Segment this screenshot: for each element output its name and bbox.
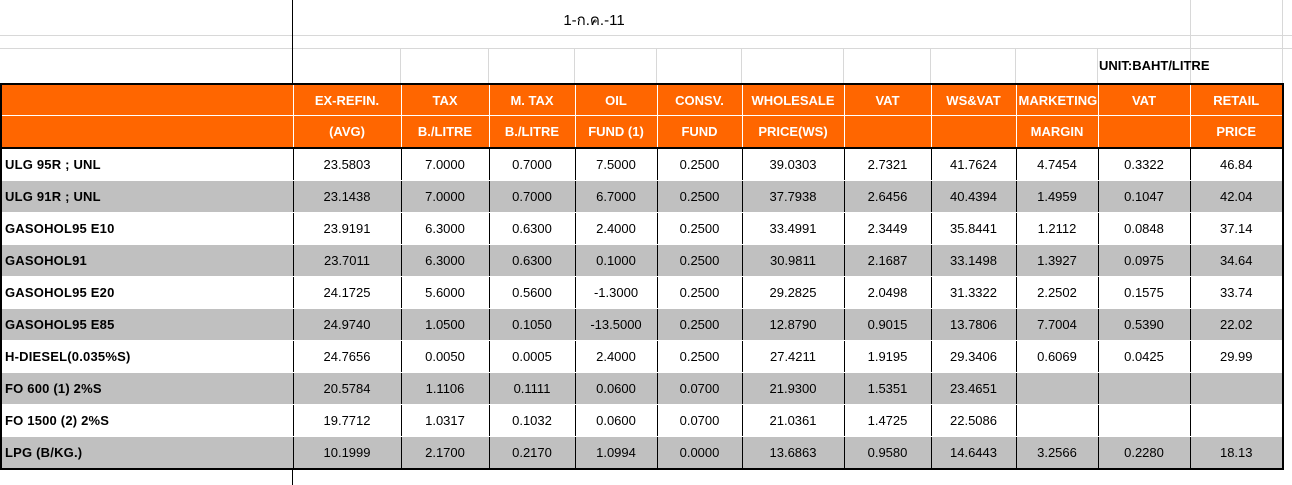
gridline bbox=[1097, 48, 1098, 83]
table-cell[interactable]: 30.9811 bbox=[742, 245, 844, 277]
gridline bbox=[574, 48, 575, 83]
table-cell[interactable]: 0.5600 bbox=[489, 277, 575, 309]
table-cell[interactable]: 0.1032 bbox=[489, 405, 575, 437]
table-cell[interactable]: 22.5086 bbox=[931, 405, 1016, 437]
table-cell[interactable]: 0.0700 bbox=[657, 373, 742, 405]
table-cell[interactable]: 7.0000 bbox=[401, 181, 489, 213]
table-cell[interactable]: 0.1047 bbox=[1098, 181, 1190, 213]
column-header[interactable]: RETAIL bbox=[1190, 84, 1283, 116]
table-cell[interactable]: 23.7011 bbox=[293, 245, 401, 277]
table-cell[interactable] bbox=[1016, 373, 1098, 405]
table-cell[interactable]: 14.6443 bbox=[931, 437, 1016, 470]
gridline bbox=[0, 48, 1292, 49]
table-cell[interactable]: 33.1498 bbox=[931, 245, 1016, 277]
table-cell[interactable]: 0.0005 bbox=[489, 341, 575, 373]
table-cell[interactable]: 1.4959 bbox=[1016, 181, 1098, 213]
table-cell[interactable]: 29.99 bbox=[1190, 341, 1283, 373]
column-header[interactable]: OIL bbox=[575, 84, 657, 116]
column-header[interactable]: WHOLESALE bbox=[742, 84, 844, 116]
table-cell[interactable]: 0.0600 bbox=[575, 373, 657, 405]
table-cell[interactable]: 1.1106 bbox=[401, 373, 489, 405]
table-cell[interactable]: 2.3449 bbox=[844, 213, 931, 245]
table-cell[interactable]: 19.7712 bbox=[293, 405, 401, 437]
table-cell[interactable]: 23.5803 bbox=[293, 148, 401, 181]
column-subheader[interactable]: PRICE(WS) bbox=[742, 116, 844, 149]
table-cell[interactable]: 0.6069 bbox=[1016, 341, 1098, 373]
table-cell[interactable]: 31.3322 bbox=[931, 277, 1016, 309]
fuel-name-cell[interactable]: GASOHOL95 E85 bbox=[1, 309, 293, 341]
table-cell[interactable]: 0.2280 bbox=[1098, 437, 1190, 470]
table-cell[interactable]: 0.5390 bbox=[1098, 309, 1190, 341]
gridline bbox=[843, 48, 844, 83]
table-cell[interactable]: 2.4000 bbox=[575, 341, 657, 373]
table-cell[interactable]: 35.8441 bbox=[931, 213, 1016, 245]
table-cell[interactable]: 0.1111 bbox=[489, 373, 575, 405]
table-cell[interactable]: 0.6300 bbox=[489, 245, 575, 277]
column-subheader[interactable]: B./LITRE bbox=[401, 116, 489, 149]
table-cell[interactable]: 13.7806 bbox=[931, 309, 1016, 341]
table-cell[interactable]: 0.1575 bbox=[1098, 277, 1190, 309]
column-subheader[interactable]: B./LITRE bbox=[489, 116, 575, 149]
table-row bbox=[1, 213, 1283, 245]
table-cell[interactable]: -1.3000 bbox=[575, 277, 657, 309]
gridline bbox=[1015, 48, 1016, 83]
table-cell[interactable]: 6.7000 bbox=[575, 181, 657, 213]
table-cell[interactable]: 23.1438 bbox=[293, 181, 401, 213]
fuel-name-cell[interactable]: ULG 95R ; UNL bbox=[1, 148, 293, 181]
table-cell[interactable]: 33.4991 bbox=[742, 213, 844, 245]
column-header[interactable]: VAT bbox=[1098, 84, 1190, 116]
gridline bbox=[0, 35, 1292, 36]
table-cell[interactable]: 0.9580 bbox=[844, 437, 931, 470]
fuel-name-cell[interactable]: H-DIESEL(0.035%S) bbox=[1, 341, 293, 373]
fuel-price-table bbox=[0, 83, 1284, 470]
table-cell[interactable] bbox=[1016, 405, 1098, 437]
table-cell[interactable]: 0.0050 bbox=[401, 341, 489, 373]
table-cell[interactable]: 0.2500 bbox=[657, 181, 742, 213]
table-cell[interactable]: 2.4000 bbox=[575, 213, 657, 245]
table-cell[interactable]: 21.9300 bbox=[742, 373, 844, 405]
table-cell[interactable]: 24.9740 bbox=[293, 309, 401, 341]
table-cell[interactable]: 23.9191 bbox=[293, 213, 401, 245]
table-cell[interactable]: 27.4211 bbox=[742, 341, 844, 373]
table-row bbox=[1, 245, 1283, 277]
table-cell[interactable]: 1.0994 bbox=[575, 437, 657, 470]
table-cell[interactable]: 40.4394 bbox=[931, 181, 1016, 213]
table-cell[interactable]: 13.6863 bbox=[742, 437, 844, 470]
table-cell[interactable]: 2.2502 bbox=[1016, 277, 1098, 309]
table-cell[interactable]: 46.84 bbox=[1190, 148, 1283, 181]
date-cell[interactable]: 1-ก.ค.-11 bbox=[563, 12, 625, 29]
table-body bbox=[1, 148, 1283, 469]
column-subheader[interactable] bbox=[1, 116, 293, 149]
column-subheader[interactable] bbox=[844, 116, 931, 149]
table-cell[interactable]: 22.02 bbox=[1190, 309, 1283, 341]
table-cell[interactable]: 1.5351 bbox=[844, 373, 931, 405]
table-cell[interactable]: 0.0700 bbox=[657, 405, 742, 437]
gridline bbox=[488, 48, 489, 83]
fuel-name-cell[interactable]: GASOHOL95 E20 bbox=[1, 277, 293, 309]
fuel-name-cell[interactable]: GASOHOL91 bbox=[1, 245, 293, 277]
column-subheader[interactable] bbox=[931, 116, 1016, 149]
table-cell[interactable]: 24.1725 bbox=[293, 277, 401, 309]
column-header[interactable]: EX-REFIN. bbox=[293, 84, 401, 116]
column-subheader[interactable]: FUND (1) bbox=[575, 116, 657, 149]
table-cell[interactable]: 0.2500 bbox=[657, 148, 742, 181]
header-row-2 bbox=[1, 116, 1283, 149]
table-row bbox=[1, 341, 1283, 373]
table-cell[interactable]: 7.5000 bbox=[575, 148, 657, 181]
table-cell[interactable]: 0.0425 bbox=[1098, 341, 1190, 373]
table-cell[interactable]: 34.64 bbox=[1190, 245, 1283, 277]
header-row-1 bbox=[1, 84, 1283, 116]
unit-cell[interactable]: UNIT:BAHT/LITRE bbox=[1099, 58, 1210, 73]
table-cell[interactable]: 41.7624 bbox=[931, 148, 1016, 181]
table-cell[interactable]: 0.1000 bbox=[575, 245, 657, 277]
table-cell[interactable]: 2.1687 bbox=[844, 245, 931, 277]
fuel-name-cell[interactable]: FO 600 (1) 2%S bbox=[1, 373, 293, 405]
table-cell[interactable]: 0.3322 bbox=[1098, 148, 1190, 181]
table-cell[interactable]: 37.7938 bbox=[742, 181, 844, 213]
table-cell[interactable]: 12.8790 bbox=[742, 309, 844, 341]
table-cell[interactable]: 0.2170 bbox=[489, 437, 575, 470]
table-cell[interactable]: 1.0500 bbox=[401, 309, 489, 341]
table-cell[interactable]: 0.7000 bbox=[489, 148, 575, 181]
table-cell[interactable]: 1.0317 bbox=[401, 405, 489, 437]
table-cell[interactable]: 1.4725 bbox=[844, 405, 931, 437]
column-subheader[interactable]: PRICE bbox=[1190, 116, 1283, 149]
table-cell[interactable]: 5.6000 bbox=[401, 277, 489, 309]
table-cell[interactable]: 2.6456 bbox=[844, 181, 931, 213]
table-cell[interactable]: 0.2500 bbox=[657, 309, 742, 341]
gridline bbox=[741, 48, 742, 83]
table-cell[interactable]: 2.1700 bbox=[401, 437, 489, 470]
table-row bbox=[1, 405, 1283, 437]
gridline bbox=[1282, 0, 1283, 83]
table-cell[interactable]: 0.0975 bbox=[1098, 245, 1190, 277]
table-cell[interactable] bbox=[1190, 405, 1283, 437]
table-cell[interactable]: 7.0000 bbox=[401, 148, 489, 181]
table-cell[interactable]: 3.2566 bbox=[1016, 437, 1098, 470]
table-cell[interactable]: 6.3000 bbox=[401, 245, 489, 277]
table-cell[interactable] bbox=[1098, 373, 1190, 405]
column-header[interactable]: CONSV. bbox=[657, 84, 742, 116]
table-cell[interactable]: 1.9195 bbox=[844, 341, 931, 373]
gridline bbox=[292, 470, 293, 485]
table-row bbox=[1, 148, 1283, 181]
table-cell[interactable]: 1.2112 bbox=[1016, 213, 1098, 245]
table-cell[interactable]: 23.4651 bbox=[931, 373, 1016, 405]
table-cell[interactable]: -13.5000 bbox=[575, 309, 657, 341]
gridline bbox=[930, 48, 931, 83]
table-cell[interactable]: 18.13 bbox=[1190, 437, 1283, 470]
table-row bbox=[1, 373, 1283, 405]
table-cell[interactable]: 21.0361 bbox=[742, 405, 844, 437]
table-cell[interactable]: 0.6300 bbox=[489, 213, 575, 245]
table-cell[interactable]: 0.0000 bbox=[657, 437, 742, 470]
table-cell[interactable]: 4.7454 bbox=[1016, 148, 1098, 181]
table-cell[interactable]: 0.2500 bbox=[657, 277, 742, 309]
table-row bbox=[1, 309, 1283, 341]
table-cell[interactable]: 2.7321 bbox=[844, 148, 931, 181]
fuel-name-cell[interactable]: LPG (B/KG.) bbox=[1, 437, 293, 470]
column-subheader[interactable]: MARGIN bbox=[1016, 116, 1098, 149]
column-subheader[interactable] bbox=[1098, 116, 1190, 149]
fuel-name-cell[interactable]: GASOHOL95 E10 bbox=[1, 213, 293, 245]
table-cell[interactable]: 0.1050 bbox=[489, 309, 575, 341]
table-cell[interactable]: 0.0848 bbox=[1098, 213, 1190, 245]
table-row bbox=[1, 277, 1283, 309]
table-row bbox=[1, 437, 1283, 470]
column-header[interactable]: TAX bbox=[401, 84, 489, 116]
table-cell[interactable]: 10.1999 bbox=[293, 437, 401, 470]
column-header[interactable]: WS&VAT bbox=[931, 84, 1016, 116]
table-cell[interactable]: 33.74 bbox=[1190, 277, 1283, 309]
table-cell[interactable]: 29.3406 bbox=[931, 341, 1016, 373]
column-subheader[interactable]: FUND bbox=[657, 116, 742, 149]
table-cell[interactable]: 29.2825 bbox=[742, 277, 844, 309]
table-cell[interactable]: 37.14 bbox=[1190, 213, 1283, 245]
table-cell[interactable]: 0.2500 bbox=[657, 341, 742, 373]
table-cell[interactable]: 0.0600 bbox=[575, 405, 657, 437]
table-cell[interactable]: 7.7004 bbox=[1016, 309, 1098, 341]
column-header[interactable] bbox=[1, 84, 293, 116]
table-cell[interactable]: 24.7656 bbox=[293, 341, 401, 373]
table-cell[interactable]: 39.0303 bbox=[742, 148, 844, 181]
column-subheader[interactable]: (AVG) bbox=[293, 116, 401, 149]
table-cell[interactable]: 1.3927 bbox=[1016, 245, 1098, 277]
column-header[interactable]: VAT bbox=[844, 84, 931, 116]
column-header[interactable]: M. TAX bbox=[489, 84, 575, 116]
table-cell[interactable] bbox=[1190, 373, 1283, 405]
table-cell[interactable]: 6.3000 bbox=[401, 213, 489, 245]
table-cell[interactable] bbox=[1098, 405, 1190, 437]
fuel-name-cell[interactable]: FO 1500 (2) 2%S bbox=[1, 405, 293, 437]
table-cell[interactable]: 2.0498 bbox=[844, 277, 931, 309]
gridline bbox=[400, 48, 401, 83]
table-cell[interactable]: 0.9015 bbox=[844, 309, 931, 341]
table-cell[interactable]: 20.5784 bbox=[293, 373, 401, 405]
gridline bbox=[656, 48, 657, 83]
table-cell[interactable]: 0.2500 bbox=[657, 213, 742, 245]
table-cell[interactable]: 0.2500 bbox=[657, 245, 742, 277]
table-cell[interactable]: 0.7000 bbox=[489, 181, 575, 213]
table-cell[interactable]: 42.04 bbox=[1190, 181, 1283, 213]
table-row bbox=[1, 181, 1283, 213]
fuel-name-cell[interactable]: ULG 91R ; UNL bbox=[1, 181, 293, 213]
column-header[interactable]: MARKETING bbox=[1016, 84, 1098, 116]
